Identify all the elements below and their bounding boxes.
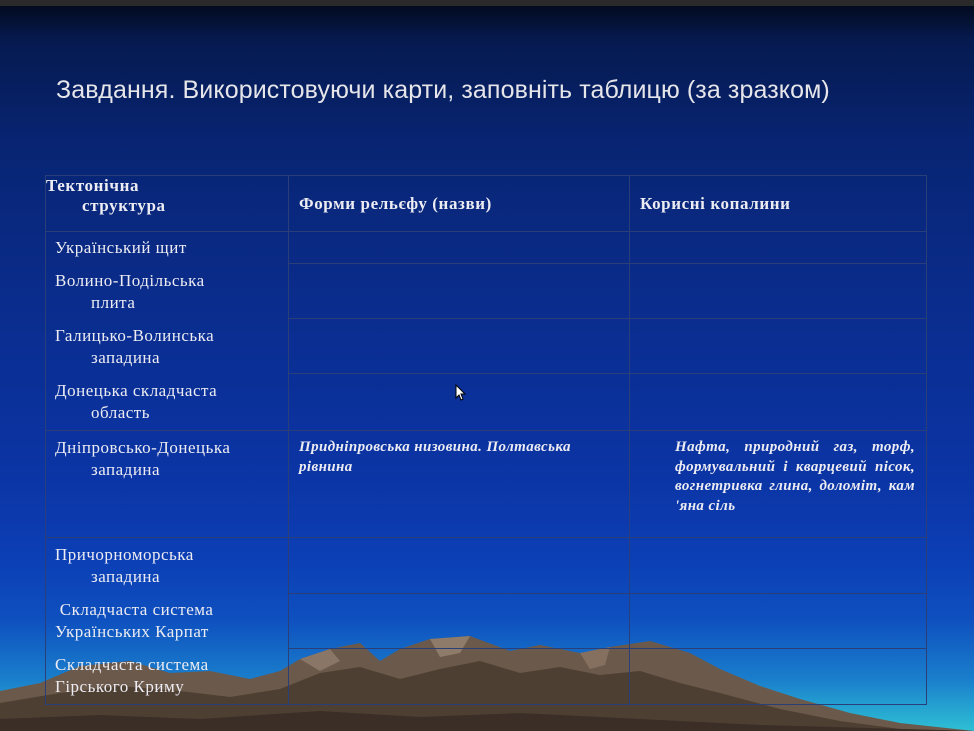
- structure-black-sea-line2: западина: [91, 567, 161, 586]
- minerals-cell-black-sea[interactable]: [630, 538, 927, 594]
- relief-cell-ukrainian-shield[interactable]: [289, 232, 630, 264]
- minerals-cell-halych-volyn[interactable]: [630, 319, 927, 374]
- slide-title: Завдання. Використовуючи карти, заповніть таблицю (за зразком): [56, 76, 830, 104]
- structure-carpathians-line2: Українських Карпат: [55, 622, 209, 641]
- structure-halych-volyn-line1: Галицько-Волинська: [55, 326, 215, 345]
- header-relief: Форми рельєфу (назви): [289, 176, 630, 232]
- window-top-bar: [0, 0, 974, 6]
- relief-cell-carpathians[interactable]: [289, 594, 630, 649]
- structure-cell-dnipro-donetsk: [46, 431, 289, 538]
- header-structure: [46, 176, 289, 232]
- header-structure-line2: структура: [82, 196, 166, 215]
- relief-cell-halych-volyn[interactable]: [289, 319, 630, 374]
- relief-cell-dnipro-donetsk[interactable]: Придніпровська низовина. Полтавська рівнина: [289, 431, 630, 538]
- structure-dnipro-donetsk-line2: западина: [91, 460, 161, 479]
- table-header-row: [46, 176, 927, 232]
- minerals-cell-ukrainian-shield[interactable]: [630, 232, 927, 264]
- structure-halych-volyn-line2: западина: [91, 348, 161, 367]
- relief-cell-black-sea[interactable]: [289, 538, 630, 594]
- structure-ukrainian-shield: Український щит: [55, 238, 187, 257]
- structure-cell-group-2: [46, 538, 289, 705]
- structure-donetsk-line1: Донецька складчаста: [55, 381, 218, 400]
- structure-black-sea-line1: Причорноморська: [55, 545, 194, 564]
- header-minerals: Корисні копалини: [630, 176, 927, 232]
- minerals-cell-donetsk[interactable]: [630, 374, 927, 431]
- minerals-cell-volyn-podillia[interactable]: [630, 264, 927, 319]
- minerals-cell-crimea[interactable]: [630, 649, 927, 705]
- table-row: [46, 232, 927, 264]
- structure-dnipro-donetsk-line1: Дніпровсько-Донецька: [55, 438, 231, 457]
- relief-cell-donetsk[interactable]: [289, 374, 630, 431]
- structure-crimea-line1: Складчаста система: [55, 655, 209, 674]
- table-row: [46, 538, 927, 594]
- relief-cell-volyn-podillia[interactable]: [289, 264, 630, 319]
- minerals-cell-carpathians[interactable]: [630, 594, 927, 649]
- minerals-cell-dnipro-donetsk[interactable]: Нафта, природний газ, торф, формувальний і кварцевий пісок, вогнетривка глина, доломіт, кам 'яна сіль: [630, 431, 927, 538]
- relief-cell-crimea[interactable]: [289, 649, 630, 705]
- tectonic-table: [45, 175, 927, 705]
- structure-crimea-line2: Гірського Криму: [55, 677, 185, 696]
- header-structure-line1: Тектонічна: [46, 176, 140, 195]
- structure-cell-group-1: [46, 232, 289, 431]
- structure-volyn-podillia-line2: плита: [91, 293, 136, 312]
- mouse-pointer-icon: [455, 384, 467, 402]
- structure-carpathians-line1: Складчаста система: [55, 600, 214, 619]
- structure-donetsk-line2: область: [91, 403, 150, 422]
- table-row: [46, 431, 927, 538]
- structure-volyn-podillia-line1: Волино-Подільська: [55, 271, 205, 290]
